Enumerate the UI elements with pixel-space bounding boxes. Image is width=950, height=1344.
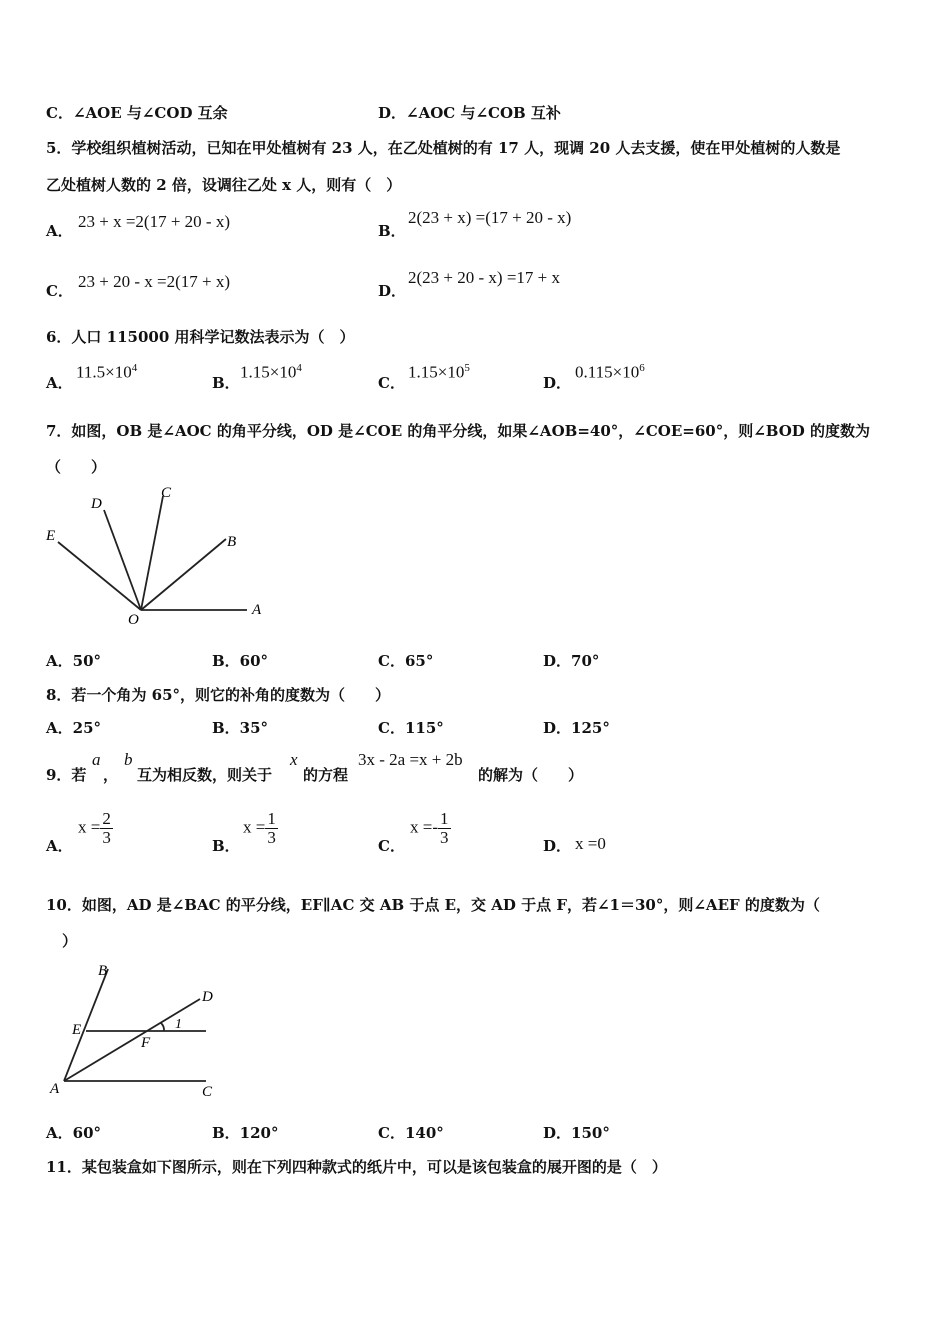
q6-option-c-label: C． (378, 374, 405, 392)
q10-stem-line1: 10．如图，AD 是∠BAC 的平分线，EF∥AC 交 AB 于点 E，交 AD 于点 F，若∠1＝30°，则∠AEF 的度数为（ (46, 896, 820, 914)
q9-option-c-label: C． (378, 837, 405, 855)
q5-stem-line2: 乙处植树人数的 2 倍，设调往乙处 x 人，则有（ ） (46, 176, 402, 194)
q9-var-b: b (124, 750, 133, 769)
q7-stem-line2: （ ） (46, 458, 107, 476)
q10-option-d: D．150° (543, 1124, 610, 1142)
q11-stem: 11．某包装盒如下图所示，则在下列四种款式的纸片中，可以是该包装盒的展开图的是（ ） (46, 1158, 667, 1176)
q5-option-d-expr: 2(23 + 20 - x) =17 + x (408, 268, 560, 287)
q7-stem-line1: 7．如图，OB 是∠AOC 的角平分线，OD 是∠COE 的角平分线，如果∠AOB=40°，∠COE=60°，则∠BOD 的度数为 (46, 422, 871, 440)
label-c: C (161, 485, 172, 501)
q5-option-a-label: A． (46, 222, 73, 240)
ray-oc (141, 496, 163, 610)
q4-option-c: C．∠AOE 与∠COD 互余 (46, 104, 228, 122)
q9-equation: 3x - 2a =x + 2b (358, 750, 463, 769)
q8-option-d: D．125° (543, 719, 610, 737)
q6-option-b-label: B． (212, 374, 240, 392)
q6-option-a-label: A． (46, 374, 73, 392)
q7-option-d: D．70° (543, 652, 600, 670)
label-a: A (50, 1081, 60, 1097)
q9-stem-post: 的解为（ ） (478, 766, 584, 784)
q8-option-b: B．35° (212, 719, 269, 737)
q9-option-c-expr: x =- $\frac{1}{3}$ (410, 809, 449, 847)
q10-option-b: B．120° (212, 1124, 279, 1142)
q6-option-b-expr: $1.15\times 10^4$ (240, 362, 302, 382)
label-angle-1: 1 (175, 1017, 182, 1032)
label-b: B (98, 963, 108, 979)
q9-option-b-expr: x = $\frac{1}{3}$ (243, 809, 276, 847)
q10-geometry-figure (40, 955, 230, 1105)
q9-stem-pre: 9．若 (46, 766, 87, 784)
q6-option-d-label: D． (543, 374, 572, 392)
label-e: E (46, 528, 56, 544)
q8-option-c: C．115° (378, 719, 444, 737)
q8-option-a: A．25° (46, 719, 102, 737)
q8-stem: 8．若一个角为 65°，则它的补角的度数为（ ） (46, 686, 391, 704)
label-b: B (227, 534, 237, 550)
q7-option-b: B．60° (212, 652, 269, 670)
q5-option-c-expr: 23 + 20 - x =2(17 + x) (78, 272, 230, 291)
label-f: F (141, 1035, 151, 1051)
label-e: E (72, 1022, 82, 1038)
q5-option-d-label: D． (378, 282, 407, 300)
q10-stem-line2: ） (62, 932, 78, 950)
q9-option-d-label: D． (543, 837, 572, 855)
ray-ob (141, 539, 226, 610)
q6-option-c-expr: $1.15\times 10^5$ (408, 362, 470, 382)
q6-stem: 6．人口 115000 用科学记数法表示为（ ） (46, 328, 355, 346)
label-o: O (128, 612, 139, 628)
label-d: D (202, 989, 213, 1005)
q7-option-c: C．65° (378, 652, 434, 670)
q9-option-b-label: B． (212, 837, 240, 855)
q9-option-a-label: A． (46, 837, 73, 855)
q5-stem-line1: 5．学校组织植树活动，已知在甲处植树有 23 人，在乙处植树的有 17 人，现调 20 人去支援，使在甲处植树的人数是 (46, 139, 841, 157)
q10-option-a: A．60° (46, 1124, 102, 1142)
label-a: A (252, 602, 262, 618)
q9-var-x: x (290, 750, 298, 769)
label-c: C (202, 1084, 213, 1100)
label-d: D (91, 496, 102, 512)
q9-stem-mid: 互为相反数，则关于 (137, 766, 273, 784)
q5-option-b-label: B． (378, 222, 406, 240)
q5-option-c-label: C． (46, 282, 73, 300)
line-ab (64, 969, 108, 1081)
q9-comma: ， (103, 766, 119, 784)
q9-stem-eq-label: 的方程 (303, 766, 349, 784)
q10-option-c: C．140° (378, 1124, 444, 1142)
q9-option-d-expr: x =0 (575, 834, 606, 853)
q5-option-b-expr: 2(23 + x) =(17 + 20 - x) (408, 208, 572, 227)
q9-var-a: a (92, 750, 101, 769)
q7-angle-figure (40, 480, 270, 630)
q6-option-d-expr: $0.115\times 10^6$ (575, 362, 645, 382)
q6-option-a-expr: $11.5\times 10^4$ (76, 362, 138, 382)
angle-1-arc (161, 1023, 164, 1031)
q5-option-a-expr: 23 + x =2(17 + 20 - x) (78, 212, 230, 231)
q4-option-d: D．∠AOC 与∠COB 互补 (378, 104, 561, 122)
line-ad (64, 999, 200, 1081)
q7-option-a: A．50° (46, 652, 102, 670)
q9-option-a-expr: x = $\frac{2}{3}$ (78, 809, 111, 847)
